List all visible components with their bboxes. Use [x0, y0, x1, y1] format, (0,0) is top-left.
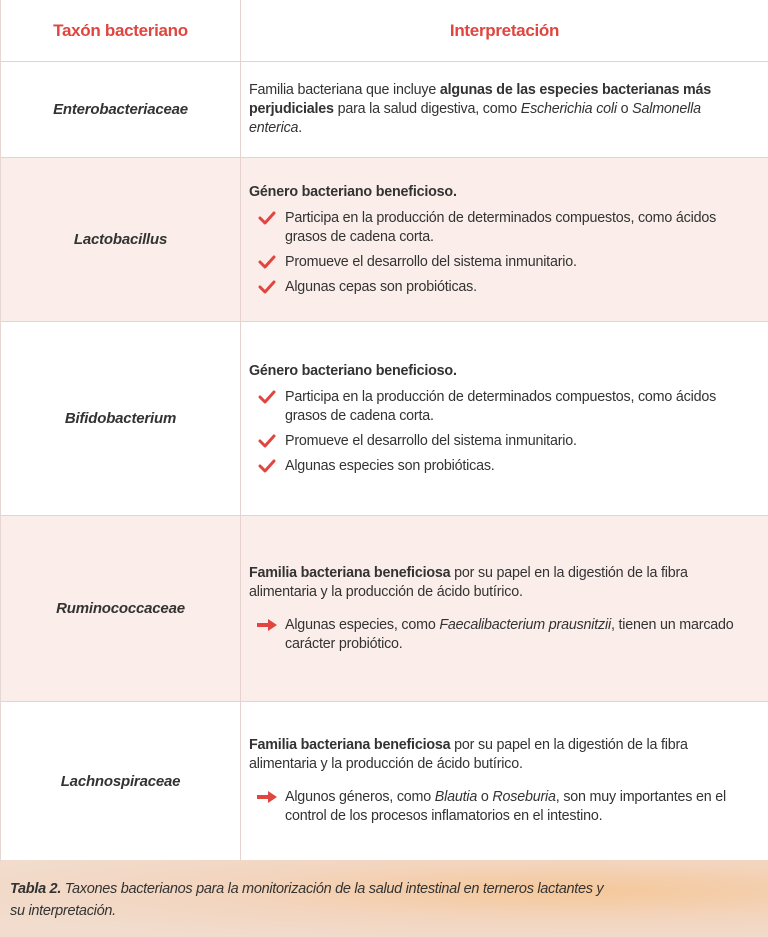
check-icon: [249, 457, 285, 473]
arrow-right-icon: [249, 616, 285, 632]
taxon-name: Ruminococcaceae: [1, 516, 241, 701]
table-header: [1, 0, 768, 62]
header-taxon: Taxón bacteriano: [1, 0, 241, 61]
interpretation: [241, 322, 768, 515]
interpretation: [241, 702, 768, 860]
taxon-name: Bifidobacterium: [1, 322, 241, 515]
table-caption: Tabla 2. Taxones bacterianos para la monitorización de la salud intestinal en terneros lactantes y su interpretación.: [10, 881, 604, 919]
header-interpretation: Interpretación: [449, 20, 560, 40]
table-row: [1, 516, 768, 702]
interpretation: [241, 516, 768, 701]
description: Familia bacteriana que incluye algunas de las especies bacterianas más perjudiciales para la salud digestiva, como Escherichia coli o Salmonella enterica.: [249, 82, 712, 136]
interpretation: [241, 158, 768, 321]
row-heading: Género bacteriano beneficioso.: [249, 183, 457, 200]
check-icon: [249, 253, 285, 269]
check-icon: [249, 209, 285, 225]
table-row: [1, 62, 768, 158]
list-item: Participa en la producción de determinados compuestos, como ácidos grasos de cadena corta.: [249, 388, 748, 426]
list-item: Algunos géneros, como Blautia o Roseburia, son muy importantes en el control de los procesos inflamatorios en el intestino.: [249, 788, 748, 826]
interpretation: [241, 62, 768, 157]
check-icon: [249, 278, 285, 294]
description: Familia bacteriana beneficiosa por su papel en la digestión de la fibra alimentaria y la producción de ácido butírico.: [249, 564, 688, 600]
arrow-right-icon: [249, 788, 285, 804]
list-item: Promueve el desarrollo del sistema inmunitario.: [249, 253, 748, 272]
list-item: Algunas especies son probióticas.: [249, 457, 748, 476]
check-icon: [249, 388, 285, 404]
taxon-name: Lactobacillus: [1, 158, 241, 321]
description: Familia bacteriana beneficiosa por su papel en la digestión de la fibra alimentaria y la producción de ácido butírico.: [249, 737, 688, 772]
taxon-name: Lachnospiraceae: [1, 702, 241, 860]
table-row: [1, 158, 768, 322]
row-heading: Género bacteriano beneficioso.: [249, 362, 457, 379]
list-item: Algunas especies, como Faecalibacterium prausnitzii, tienen un marcado carácter probiótico.: [249, 616, 748, 654]
table-row: [1, 702, 768, 860]
taxon-name: Enterobacteriaceae: [1, 62, 241, 157]
list-item: Promueve el desarrollo del sistema inmunitario.: [249, 432, 748, 451]
table-row: [1, 322, 768, 516]
check-icon: [249, 432, 285, 448]
list-item: Algunas cepas son probióticas.: [249, 278, 748, 297]
list-item: Participa en la producción de determinados compuestos, como ácidos grasos de cadena corta.: [249, 209, 748, 247]
